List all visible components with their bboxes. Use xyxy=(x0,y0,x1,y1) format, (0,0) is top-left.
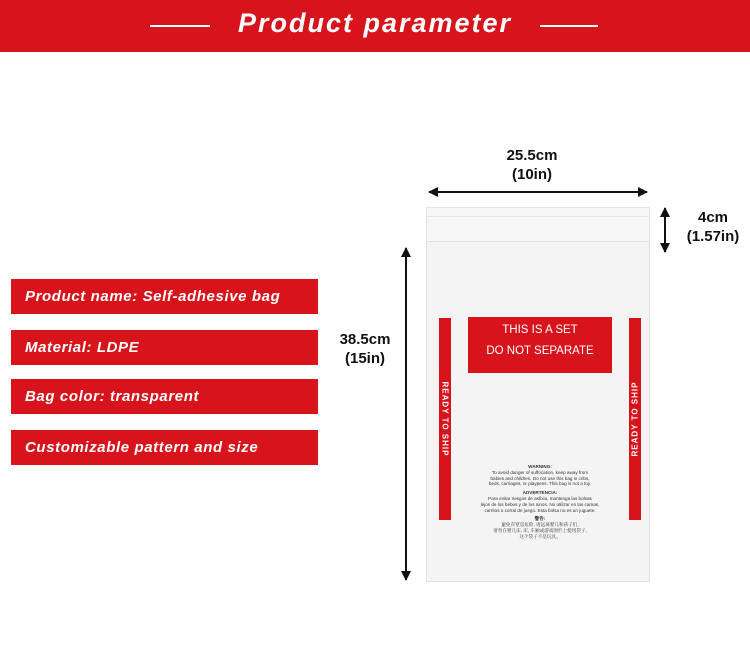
adhesive-flap xyxy=(427,208,649,242)
param-material: Material: LDPE xyxy=(11,330,318,365)
height-imperial: (15in) xyxy=(344,350,385,367)
warning-title: WARNING: xyxy=(528,464,552,469)
strip-label-left: READY TO SHIP xyxy=(440,381,450,457)
width-metric: 25.5cm xyxy=(506,147,558,164)
advertencia-line: Para evitar riesgos de asfixia, mantenga las bolsas xyxy=(488,495,592,501)
set-notice-box xyxy=(468,317,612,373)
set-notice-line1: THIS IS A SET xyxy=(502,324,578,336)
set-notice-line2: DO NOT SEPARATE xyxy=(486,345,594,357)
param-product-name: Product name: Self-adhesive bag xyxy=(11,279,318,314)
cn-warning-line: 这个袋子不是玩具。 xyxy=(519,533,561,539)
flap-metric: 4cm xyxy=(697,209,729,226)
height-metric: 38.5cm xyxy=(339,331,391,348)
warning-line: babies and children. Do not use this bag in cribs, xyxy=(490,475,590,481)
bag-illustration xyxy=(426,207,650,582)
ready-to-ship-strip-left xyxy=(439,318,451,520)
advertencia-line: lejos de los bebes y de los ninos. No utilizar en las camas, xyxy=(480,501,600,507)
width-imperial: (10in) xyxy=(511,166,552,183)
flap-imperial: (1.57in) xyxy=(686,228,740,245)
warning-line: To avoid danger of suffocation, keep away from xyxy=(491,469,589,475)
page-title: Product parameter xyxy=(237,8,513,38)
width-label xyxy=(482,146,582,184)
param-bag-color: Bag color: transparent xyxy=(11,379,318,414)
cn-warning-line: 请勿在婴儿床, 床, 车厢或游戏围栏上使用袋子, xyxy=(493,527,587,533)
height-label xyxy=(326,330,404,368)
cn-warning-line: 避免有窒息危险, 请远离婴儿和孩子们, xyxy=(501,522,579,528)
param-customizable: Customizable pattern and size xyxy=(11,430,318,465)
strip-label-right: READY TO SHIP xyxy=(630,381,640,457)
warning-line: beds, carriages, or playpens. This bag is not a toy. xyxy=(488,481,592,487)
ready-to-ship-strip-right xyxy=(629,318,641,520)
flap-label xyxy=(677,208,749,246)
advertencia-line: carritos o corral de juego. Esta bolsa no es un juguete. xyxy=(484,507,596,513)
warning-text-block xyxy=(467,464,613,540)
flap-seal-line xyxy=(427,216,649,217)
cn-warning-title: 警告: xyxy=(534,516,546,522)
advertencia-title: ADVERTENCIA: xyxy=(522,490,558,496)
